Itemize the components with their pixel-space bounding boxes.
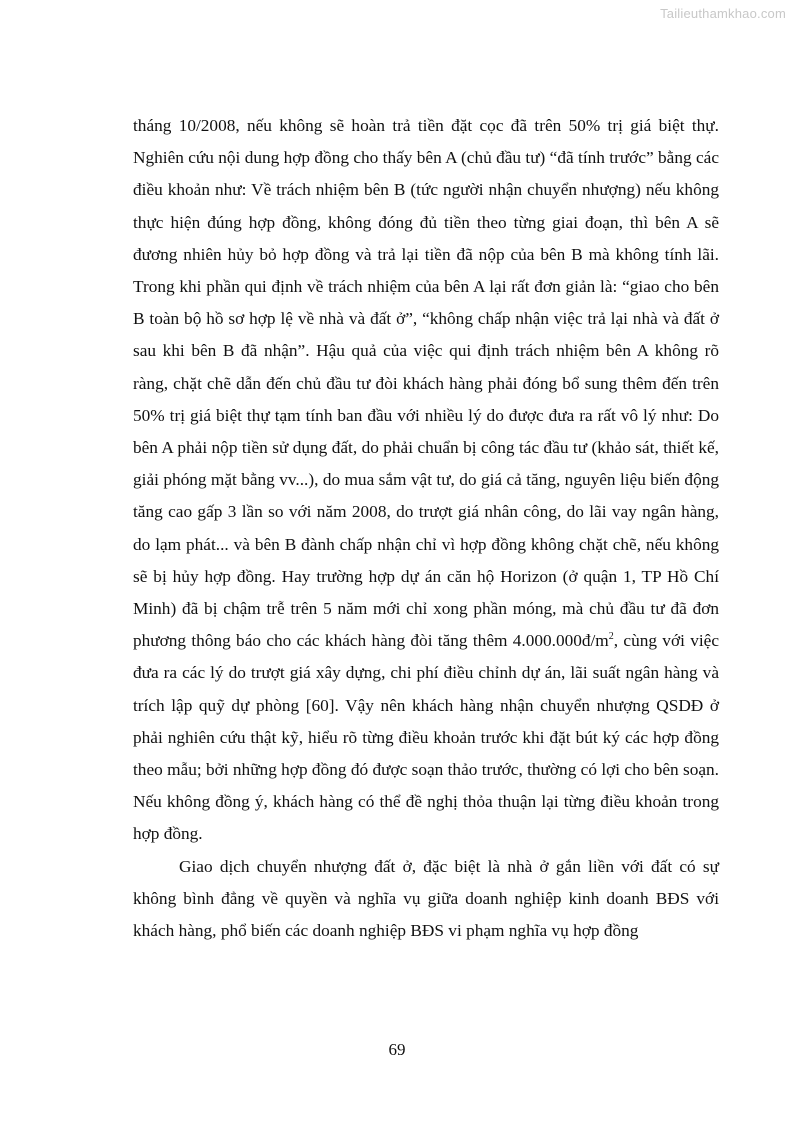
watermark-text: Tailieuthamkhao.com [660,6,786,21]
superscript-2: 2 [608,631,614,643]
paragraph-1-text-cont: , cùng với việc đưa ra các lý do trượt giá xây dựng, chi phí điều chỉnh dự án, lãi suất ngân hàng và trích lập quỹ dự phòng [60]. Vậy nên khách hàng nhận chuyển nhượng QSDĐ ở phải nghiên cứu thật kỹ, hiểu rõ từng điều khoản trước khi đặt bút ký các hợp đồng theo mẫu; bởi những hợp đồng đó được soạn thảo trước, thường có lợi cho bên soạn. Nếu không đồng ý, khách hàng có thể đề nghị thỏa thuận lại từng điều khoản trong hợp đồng. [133,631,719,844]
page-number: 69 [388,1040,406,1059]
paragraph-1-text: tháng 10/2008, nếu không sẽ hoàn trả tiền đặt cọc đã trên 50% trị giá biệt thự. Nghiên cứu nội dung hợp đồng cho thấy bên A (chủ đầu tư) “đã tính trước” bằng các điều khoản như: Về trách nhiệm bên B (tức người nhận chuyển nhượng) nếu không thực hiện đúng hợp đồng, không đóng đủ tiền theo từng giai đoạn, thì bên A sẽ đương nhiên hủy bỏ hợp đồng và trả lại tiền đã nộp của bên B mà không tính lãi. Trong khi phần qui định về trách nhiệm của bên A lại rất đơn giản là: “giao cho bên B toàn bộ hồ sơ hợp lệ về nhà và đất ở”, “không chấp nhận việc trả lại nhà và đất ở sau khi bên B đã nhận”. Hậu quả của việc qui định trách nhiệm bên A không rõ ràng, chặt chẽ dẫn đến chủ đầu tư đòi khách hàng phải đóng bổ sung thêm đến trên 50% trị giá biệt thự tạm tính ban đầu với nhiều lý do được đưa ra rất vô lý như: Do bên A phải nộp tiền sử dụng đất, do phải chuẩn bị công tác đầu tư (khảo sát, thiết kế, giải phóng mặt bằng vv...), do mua sắm vật tư, do giá cả tăng, nguyên liệu biến động tăng cao gấp 3 lần so với năm 2008, do trượt giá nhân công, do lãi vay ngân hàng, do lạm phát... và bên B đành chấp nhận chỉ vì hợp đồng không chặt chẽ, nếu không sẽ bị hủy hợp đồng. Hay trường hợp dự án căn hộ Horizon (ở quận 1, TP Hồ Chí Minh) đã bị chậm trễ trên 5 năm mới chỉ xong phần móng, mà chủ đầu tư đã đơn phương thông báo cho các khách hàng đòi tăng thêm 4.000.000đ/m [133,116,719,651]
paragraph-1 [133,110,719,851]
paragraph-2: Giao dịch chuyển nhượng đất ở, đặc biệt là nhà ở gắn liền với đất có sự không bình đẳng về quyền và nghĩa vụ giữa doanh nghiệp kinh doanh BĐS với khách hàng, phổ biến các doanh nghiệp BĐS vi phạm nghĩa vụ hợp đồng [133,856,719,941]
document-body [133,110,719,947]
